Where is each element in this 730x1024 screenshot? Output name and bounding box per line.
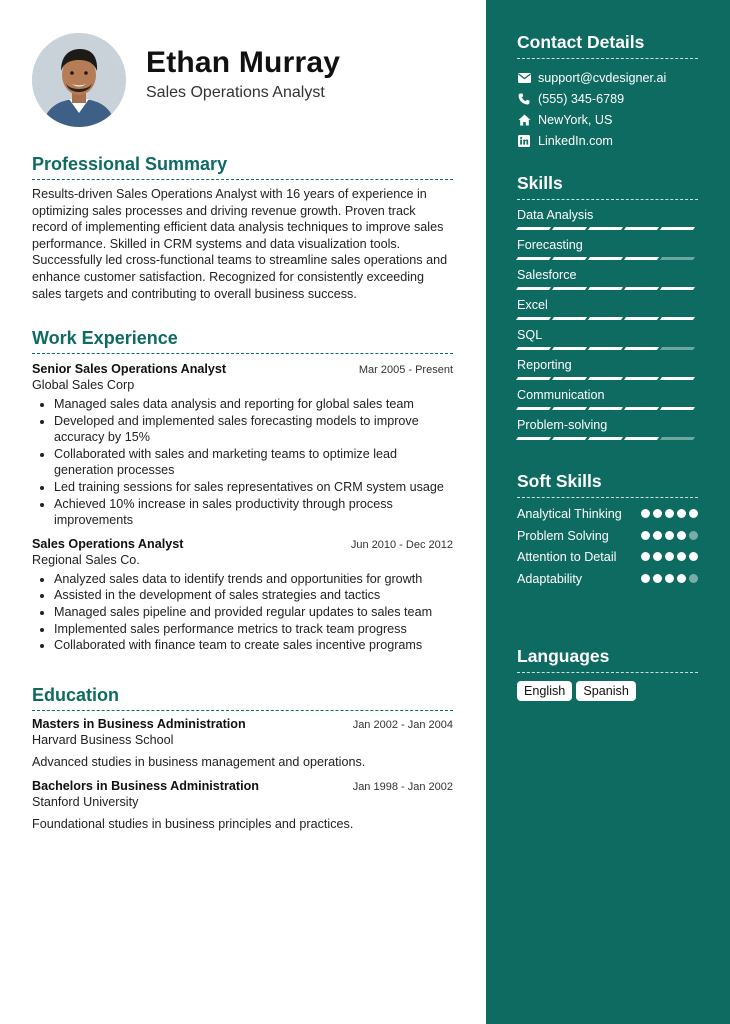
rating-dot — [653, 531, 662, 540]
rating-dot — [689, 552, 698, 561]
skill-level-bar — [517, 407, 698, 410]
skill-item — [517, 268, 698, 298]
rating-dot — [653, 509, 662, 518]
skill-level-segment — [516, 317, 551, 320]
list-item: • Developed and implemented sales forecasting models to improve accuracy by 15% — [54, 413, 453, 446]
job-entry — [32, 537, 453, 654]
job-dates: Mar 2005 - Present — [358, 364, 453, 376]
skill-level-segment — [588, 317, 623, 320]
skill-level-segment — [660, 317, 695, 320]
skill-level-segment — [660, 227, 695, 230]
skill-name: Excel — [517, 298, 548, 312]
soft-skills-list — [517, 506, 698, 587]
skill-level-bar — [517, 437, 698, 440]
list-item: • Analyzed sales data to identify trends and opportunities for growth — [54, 571, 453, 588]
summary-heading: Professional Summary — [32, 154, 453, 180]
soft-skill-rating — [641, 509, 698, 518]
skill-level-segment — [516, 437, 551, 440]
languages-list — [517, 681, 698, 701]
avatar — [32, 33, 126, 127]
skill-item — [517, 238, 698, 268]
list-item: • Led training sessions for sales representatives on CRM system usage — [54, 479, 453, 496]
home-icon — [517, 113, 531, 127]
skill-level-segment — [552, 377, 587, 380]
rating-dot — [677, 552, 686, 561]
sidebar — [486, 0, 730, 1024]
rating-dot — [689, 509, 698, 518]
skill-level-bar — [517, 227, 698, 230]
skill-level-segment — [624, 377, 659, 380]
skill-level-segment — [588, 287, 623, 290]
contact-location — [517, 109, 698, 130]
list-item: • Collaborated with finance team to create sales incentive programs — [54, 637, 453, 654]
rating-dot — [653, 574, 662, 583]
soft-skill-name: Problem Solving — [517, 528, 609, 543]
phone-icon — [517, 92, 531, 106]
soft-skill-rating — [641, 531, 698, 540]
education-description: Foundational studies in business principles and practices. — [32, 817, 354, 831]
rating-dot — [665, 531, 674, 540]
job-bullets — [32, 396, 453, 529]
envelope-icon — [517, 71, 531, 85]
skill-item — [517, 418, 698, 448]
education-dates: Jan 2002 - Jan 2004 — [352, 719, 453, 731]
soft-skill-item — [517, 528, 698, 545]
skill-level-segment — [624, 407, 659, 410]
skill-name: Problem-solving — [517, 418, 608, 432]
skills-heading: Skills — [517, 173, 698, 200]
skill-name: SQL — [517, 328, 543, 342]
skill-level-bar — [517, 347, 698, 350]
skills-list — [517, 208, 698, 448]
contact-heading: Contact Details — [517, 32, 698, 59]
skill-name: Forecasting — [517, 238, 583, 252]
job-company: Regional Sales Co. — [32, 552, 140, 567]
skill-level-segment — [516, 377, 551, 380]
education-entry — [32, 717, 453, 769]
rating-dot — [677, 574, 686, 583]
skill-item — [517, 208, 698, 238]
degree: Masters in Business Administration — [32, 717, 246, 731]
soft-skill-rating — [641, 552, 698, 561]
person-portrait-icon — [32, 33, 126, 127]
linkedin-text: LinkedIn.com — [538, 133, 613, 148]
rating-dot — [641, 574, 650, 583]
skill-level-segment — [660, 377, 695, 380]
rating-dot — [689, 531, 698, 540]
skill-name: Data Analysis — [517, 208, 594, 222]
skill-level-segment — [588, 377, 623, 380]
rating-dot — [665, 574, 674, 583]
languages-heading: Languages — [517, 646, 698, 673]
language-chip: English — [517, 681, 572, 701]
degree: Bachelors in Business Administration — [32, 779, 259, 793]
soft-skill-item — [517, 506, 698, 523]
skill-item — [517, 328, 698, 358]
skill-level-segment — [516, 287, 551, 290]
skill-level-segment — [552, 257, 587, 260]
skill-level-segment — [588, 407, 623, 410]
skill-level-bar — [517, 317, 698, 320]
skill-level-bar — [517, 257, 698, 260]
languages-section — [517, 646, 698, 701]
list-item: • Achieved 10% increase in sales productivity through process improvements — [54, 496, 453, 529]
soft-skill-item — [517, 571, 698, 588]
skill-level-segment — [660, 257, 695, 260]
soft-skill-item — [517, 549, 698, 566]
list-item: • Managed sales data analysis and reporting for global sales team — [54, 396, 453, 413]
skill-level-segment — [624, 317, 659, 320]
job-company: Global Sales Corp — [32, 378, 135, 392]
skill-name: Communication — [517, 388, 605, 402]
rating-dot — [653, 552, 662, 561]
soft-skill-name: Analytical Thinking — [517, 507, 622, 521]
language-chip: Spanish — [576, 681, 636, 701]
rating-dot — [665, 552, 674, 561]
rating-dot — [641, 552, 650, 561]
skills-section — [517, 173, 698, 448]
skill-level-segment — [624, 257, 659, 260]
skill-level-segment — [624, 287, 659, 290]
list-item: • Assisted in the development of sales strategies and tactics — [54, 587, 453, 604]
location-text: NewYork, US — [538, 112, 613, 127]
email-text: support@cvdesigner.ai — [538, 70, 667, 85]
skill-level-segment — [624, 437, 659, 440]
contact-linkedin[interactable] — [517, 130, 698, 151]
skill-level-segment — [588, 257, 623, 260]
skill-item — [517, 358, 698, 388]
skill-level-segment — [552, 317, 587, 320]
skill-level-segment — [660, 287, 695, 290]
skill-level-segment — [624, 347, 659, 350]
candidate-title: Sales Operations Analyst — [146, 84, 325, 101]
school: Harvard Business School — [32, 733, 174, 747]
list-item: • Managed sales pipeline and provided regular updates to sales team — [54, 604, 453, 621]
skill-level-segment — [516, 347, 551, 350]
summary-section — [32, 154, 453, 302]
skill-level-segment — [552, 287, 587, 290]
skill-name: Reporting — [517, 358, 572, 372]
rating-dot — [689, 574, 698, 583]
skill-level-segment — [660, 437, 695, 440]
skill-level-segment — [516, 407, 551, 410]
summary-text: Results-driven Sales Operations Analyst with 16 years of experience in optimizing sales processes and driving revenue growth. Proven track record of implementing efficient data analysis techniques to improve sales performance. Skilled in CRM systems and data visualization tools. Successfully led cross-functional teams to streamline sales operations and enhance customer satisfaction. Recognized for consistently exceeding sales targets and contributing to overall business success. — [32, 187, 448, 301]
skill-level-segment — [552, 227, 587, 230]
skill-level-segment — [660, 407, 695, 410]
skill-level-bar — [517, 377, 698, 380]
soft-skill-name: Attention to Detail — [517, 550, 617, 564]
education-entry — [32, 779, 453, 831]
job-entry — [32, 362, 453, 529]
rating-dot — [665, 509, 674, 518]
education-section — [32, 685, 453, 841]
soft-skill-name: Adaptability — [517, 571, 583, 586]
skill-item — [517, 298, 698, 328]
soft-skills-section — [517, 471, 698, 592]
rating-dot — [677, 531, 686, 540]
soft-skill-rating — [641, 574, 698, 583]
linkedin-icon — [517, 134, 531, 148]
education-dates: Jan 1998 - Jan 2002 — [352, 781, 453, 793]
education-description: Advanced studies in business management and operations. — [32, 755, 366, 769]
list-item: • Implemented sales performance metrics to track team progress — [54, 621, 453, 638]
rating-dot — [641, 531, 650, 540]
job-dates: Jun 2010 - Dec 2012 — [350, 538, 453, 551]
list-item: • Collaborated with sales and marketing teams to optimize lead generation processes — [54, 446, 453, 479]
rating-dot — [677, 509, 686, 518]
soft-skills-heading: Soft Skills — [517, 471, 698, 498]
skill-level-segment — [660, 347, 695, 350]
skill-level-segment — [588, 437, 623, 440]
job-role: Senior Sales Operations Analyst — [32, 362, 227, 376]
education-heading: Education — [32, 685, 453, 711]
skill-item — [517, 388, 698, 418]
skill-level-segment — [624, 227, 659, 230]
candidate-name: Ethan Murray — [146, 46, 341, 79]
job-bullets — [32, 571, 453, 654]
skill-level-segment — [588, 347, 623, 350]
experience-section — [32, 328, 453, 654]
skill-level-segment — [588, 227, 623, 230]
job-role: Sales Operations Analyst — [32, 536, 184, 551]
rating-dot — [641, 509, 650, 518]
contact-email[interactable] — [517, 67, 698, 88]
skill-level-segment — [516, 257, 551, 260]
contact-phone[interactable] — [517, 88, 698, 109]
skill-level-segment — [552, 407, 587, 410]
phone-text: (555) 345-6789 — [538, 91, 625, 106]
skill-level-segment — [552, 347, 587, 350]
experience-heading: Work Experience — [32, 328, 453, 354]
school: Stanford University — [32, 795, 139, 809]
skill-name: Salesforce — [517, 268, 577, 282]
skill-level-segment — [552, 437, 587, 440]
skill-level-bar — [517, 287, 698, 290]
skill-level-segment — [516, 227, 551, 230]
contact-section — [517, 32, 698, 151]
